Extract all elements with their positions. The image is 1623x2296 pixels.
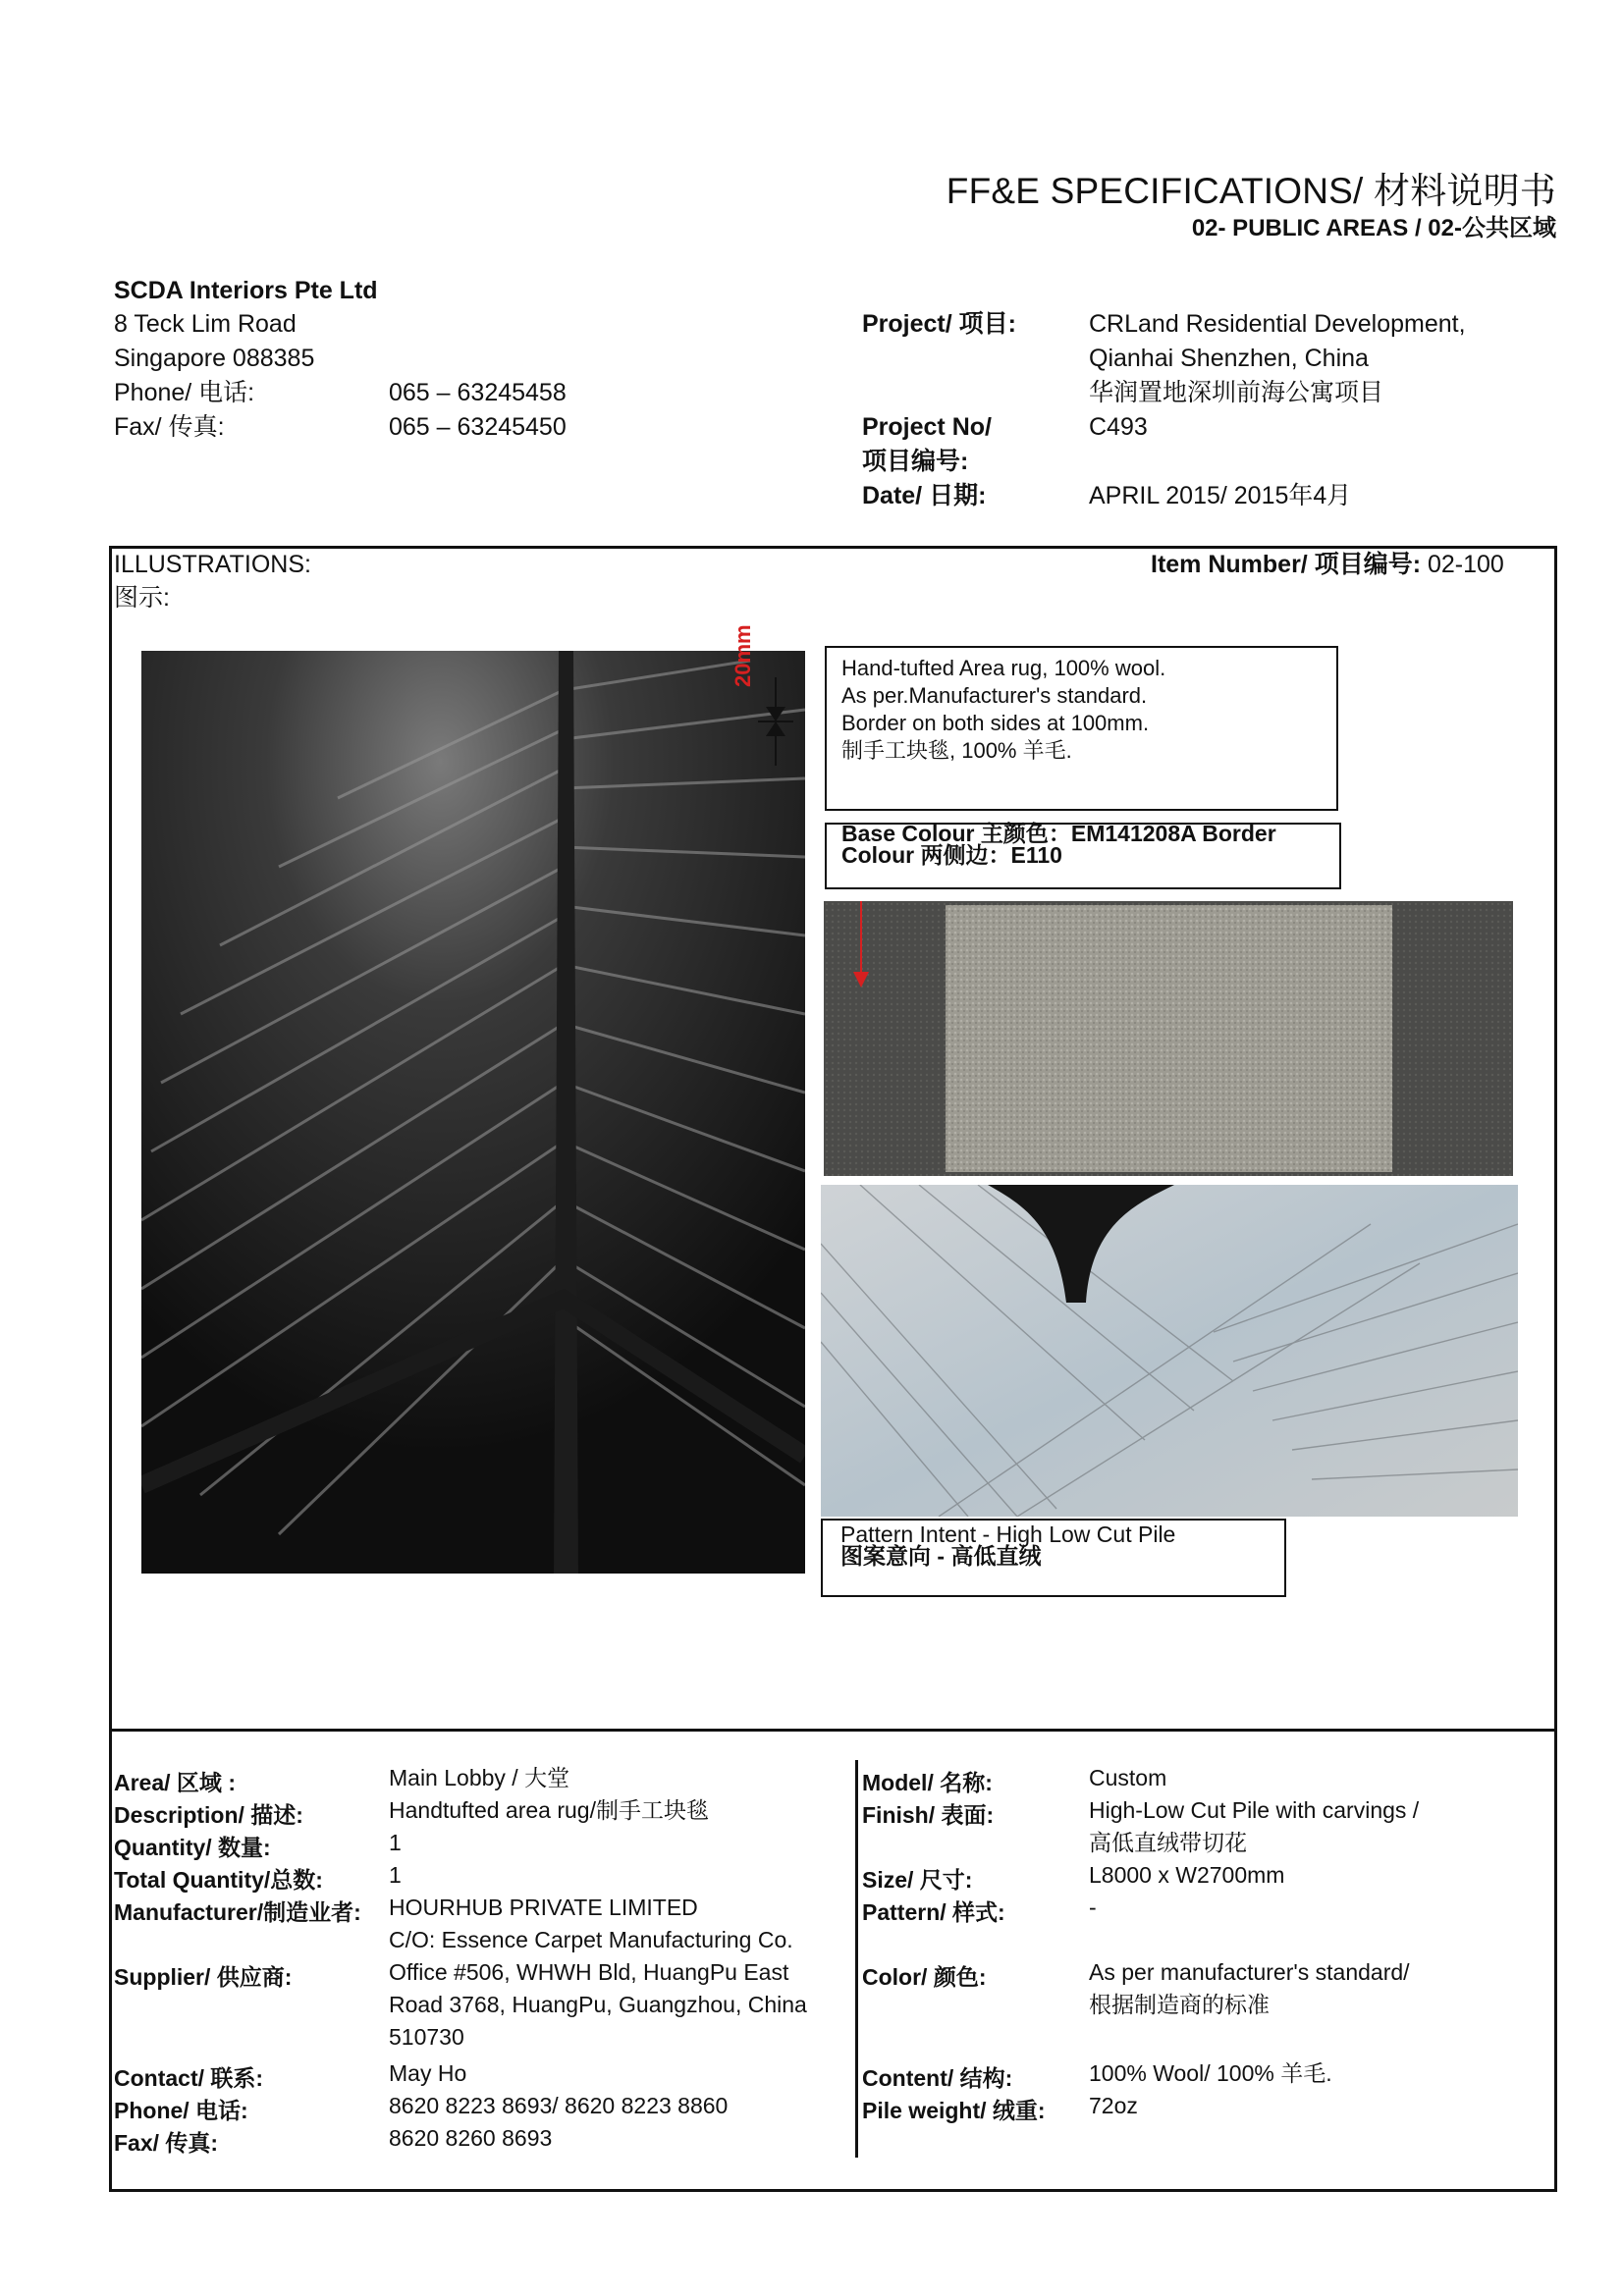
quantity-value: 1 xyxy=(389,1830,402,1855)
project-no-label-cn: 项目编号: xyxy=(862,448,969,475)
description-label: Description/ 描述: xyxy=(114,1802,303,1828)
phone-label: Phone/ 电话: xyxy=(114,2098,248,2123)
content-label: Content/ 结构: xyxy=(862,2065,1013,2091)
company-address-2: Singapore 088385 xyxy=(114,345,315,372)
rug-render-image xyxy=(141,651,805,1574)
document-title: FF&E SPECIFICATIONS/ 材料说明书 xyxy=(946,171,1556,211)
supplier-label: Supplier/ 供应商: xyxy=(114,1964,293,1990)
description-line-4: 制手工块毯, 100% 羊毛. xyxy=(841,738,1072,763)
item-number-value: 02-100 xyxy=(1427,551,1504,578)
project-line-1: CRLand Residential Development, xyxy=(1089,310,1466,338)
size-label: Size/ 尺寸: xyxy=(862,1867,973,1893)
colour-line-1: Base Colour 主颜色：EM141208A Border xyxy=(841,821,1276,846)
company-fax-label: Fax/ 传真: xyxy=(114,413,225,441)
fax-label: Fax/ 传真: xyxy=(114,2130,219,2156)
quantity-label: Quantity/ 数量: xyxy=(114,1835,271,1860)
area-value: Main Lobby / 大堂 xyxy=(389,1765,570,1790)
description-line-2: As per.Manufacturer's standard. xyxy=(841,683,1148,708)
item-number-label xyxy=(1151,548,1504,581)
date-label: Date/ 日期: xyxy=(862,482,987,509)
company-address-1: 8 Teck Lim Road xyxy=(114,310,297,338)
company-fax: 065 – 63245450 xyxy=(389,413,567,441)
pattern-photo-image xyxy=(821,1185,1518,1517)
project-label: Project/ 项目: xyxy=(862,310,1016,338)
pattern-value: - xyxy=(1089,1895,1097,1920)
area-label: Area/ 区域 : xyxy=(114,1770,236,1795)
pattern-label: Pattern/ 样式: xyxy=(862,1899,1005,1925)
section-divider xyxy=(109,1729,1557,1732)
item-number-label-text: Item Number/ 项目编号: xyxy=(1151,551,1422,578)
pile-weight-label: Pile weight/ 绒重: xyxy=(862,2098,1046,2123)
project-line-2: Qianhai Shenzhen, China xyxy=(1089,345,1369,372)
supplier-value-1: Office #506, WHWH Bld, HuangPu East xyxy=(389,1959,789,1985)
date-value: APRIL 2015/ 2015年4月 xyxy=(1089,482,1352,509)
manufacturer-label: Manufacturer/制造业者: xyxy=(114,1899,361,1925)
contact-value: May Ho xyxy=(389,2060,467,2086)
company-phone-label: Phone/ 电话: xyxy=(114,379,255,406)
finish-value-1: High-Low Cut Pile with carvings / xyxy=(1089,1797,1420,1823)
color-value-2: 根据制造商的标准 xyxy=(1089,1992,1270,2017)
supplier-value-3: 510730 xyxy=(389,2024,464,2050)
project-no-label: Project No/ xyxy=(862,413,992,441)
pile-weight-value: 72oz xyxy=(1089,2093,1138,2118)
color-value-1: As per manufacturer's standard/ xyxy=(1089,1959,1410,1985)
description-line-3: Border on both sides at 100mm. xyxy=(841,711,1150,735)
finish-label: Finish/ 表面: xyxy=(862,1802,995,1828)
description-line-1: Hand-tufted Area rug, 100% wool. xyxy=(841,656,1166,680)
manufacturer-value: HOURHUB PRIVATE LIMITED xyxy=(389,1895,698,1920)
color-label: Color/ 颜色: xyxy=(862,1964,987,1990)
colour-swatch-image xyxy=(824,901,1513,1176)
dimension-label: 20mm xyxy=(730,624,755,687)
project-line-3: 华润置地深圳前海公寓项目 xyxy=(1089,379,1384,406)
dimension-arrows-icon xyxy=(756,677,795,766)
colour-line-2: Colour 两侧边：E110 xyxy=(841,842,1062,868)
size-value: L8000 x W2700mm xyxy=(1089,1862,1285,1888)
document-subtitle: 02- PUBLIC AREAS / 02-公共区域 xyxy=(1191,215,1556,241)
finish-value-2: 高低直绒带切花 xyxy=(1089,1830,1247,1855)
manufacturer-value-2: C/O: Essence Carpet Manufacturing Co. xyxy=(389,1927,793,1952)
pattern-line-1: Pattern Intent - High Low Cut Pile xyxy=(840,1522,1176,1547)
supplier-value-2: Road 3768, HuangPu, Guangzhou, China xyxy=(389,1992,807,2017)
contact-label: Contact/ 联系: xyxy=(114,2065,264,2091)
content-value: 100% Wool/ 100% 羊毛. xyxy=(1089,2060,1332,2086)
details-column-divider xyxy=(855,1760,858,2158)
fax-value: 8620 8260 8693 xyxy=(389,2125,553,2151)
description-value: Handtufted area rug/制手工块毯 xyxy=(389,1797,709,1823)
company-name: SCDA Interiors Pte Ltd xyxy=(114,277,378,304)
company-phone: 065 – 63245458 xyxy=(389,379,567,406)
total-quantity-value: 1 xyxy=(389,1862,402,1888)
pattern-line-2: 图案意向 - 高低直绒 xyxy=(840,1543,1042,1569)
phone-value: 8620 8223 8693/ 8620 8223 8860 xyxy=(389,2093,729,2118)
model-label: Model/ 名称: xyxy=(862,1770,993,1795)
total-quantity-label: Total Quantity/总数: xyxy=(114,1867,323,1893)
illustrations-label: ILLUSTRATIONS: xyxy=(114,551,311,578)
model-value: Custom xyxy=(1089,1765,1167,1790)
project-no: C493 xyxy=(1089,413,1148,441)
illustrations-label-cn: 图示: xyxy=(114,584,170,612)
